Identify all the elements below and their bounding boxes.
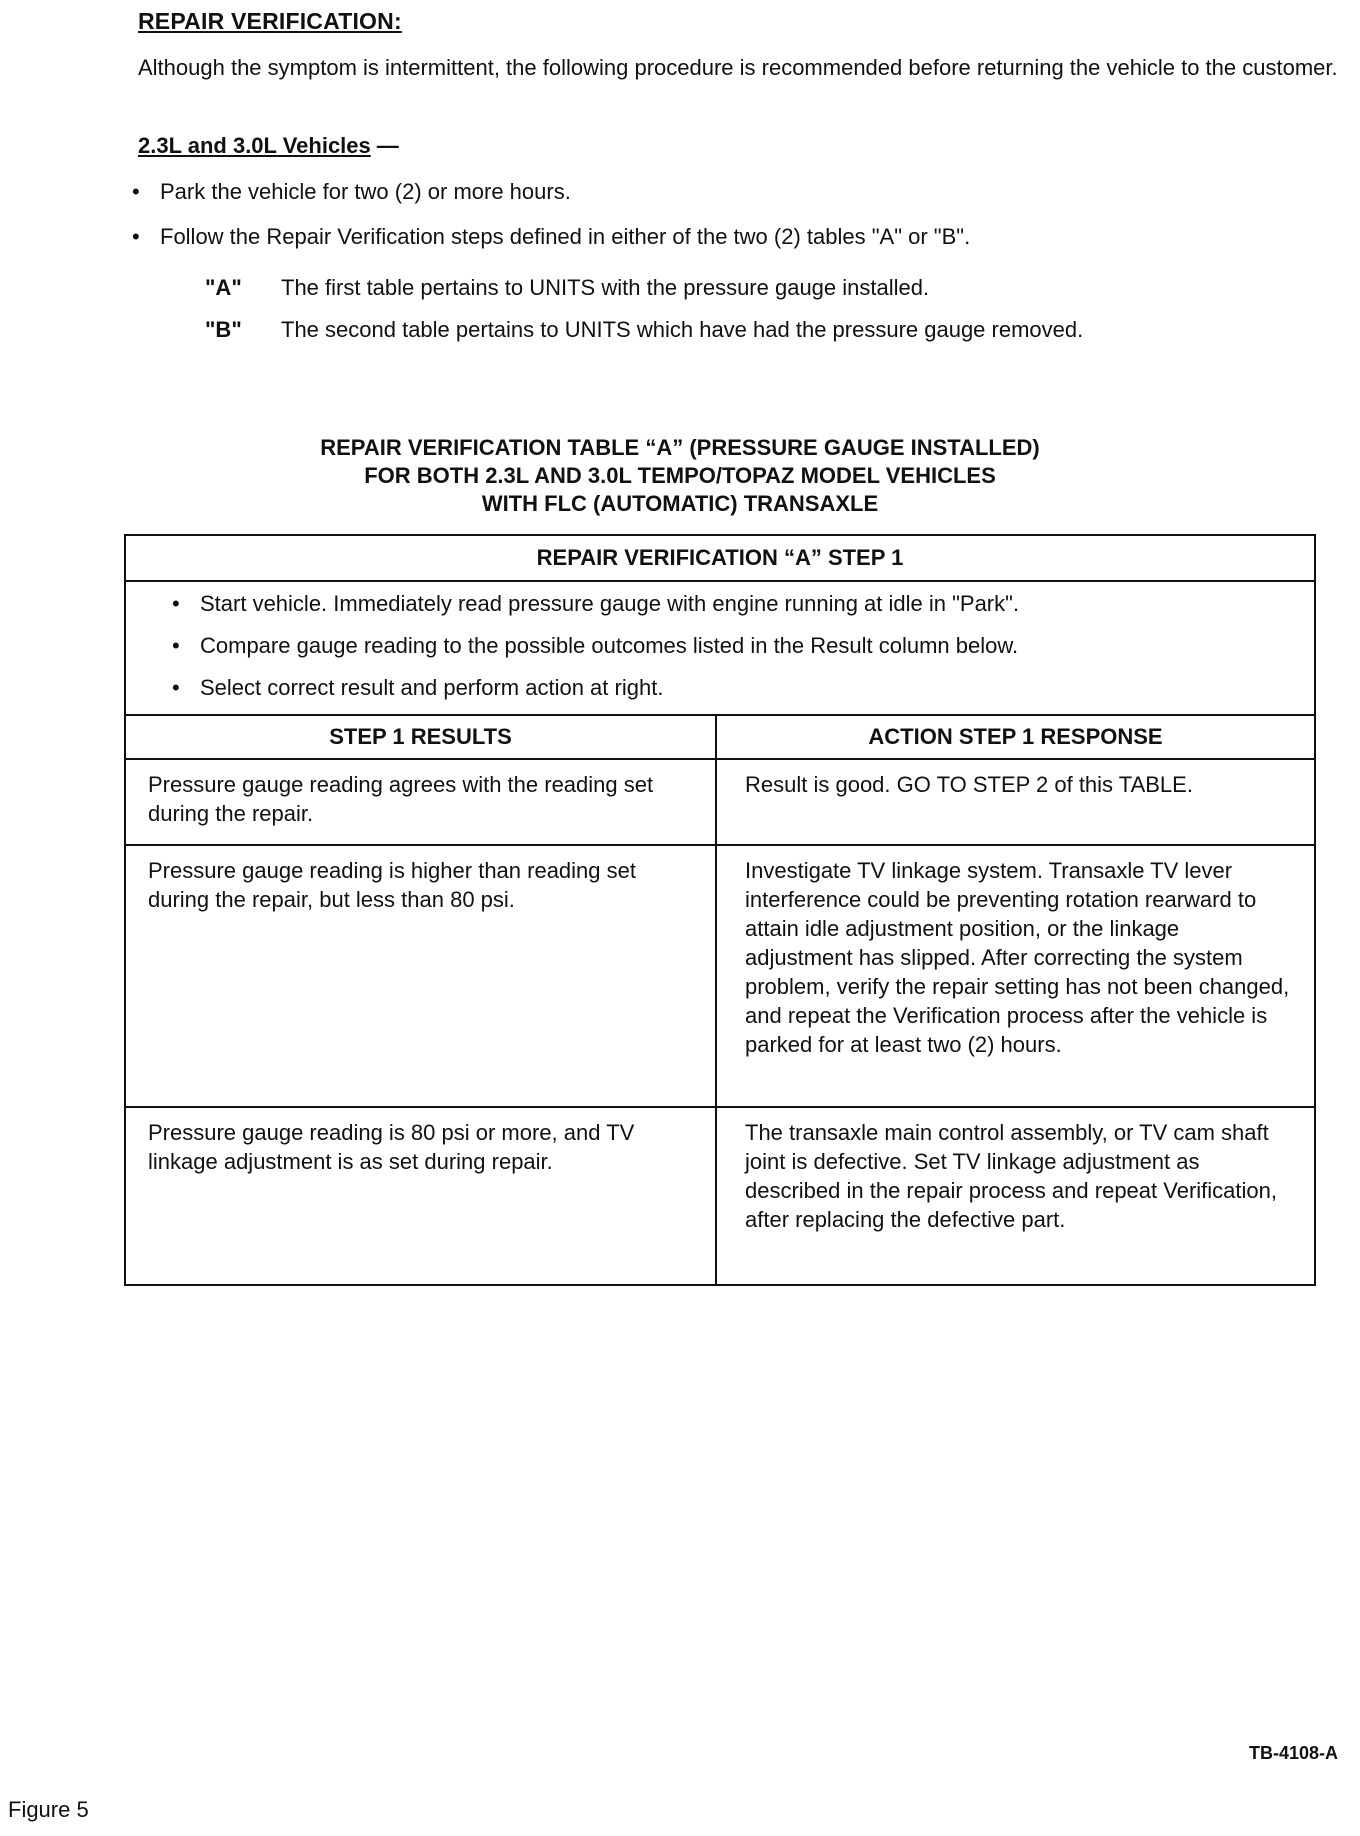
figure-label: Figure 5 (8, 1797, 89, 1822)
table-row (126, 760, 1314, 846)
table-title-line: FOR BOTH 2.3L AND 3.0L TEMPO/TOPAZ MODEL VEHICLES (364, 463, 996, 488)
table-title (160, 434, 1200, 518)
step-bullet: • Start vehicle. Immediately read pressure gauge with engine running at idle in "Park". (172, 590, 1314, 618)
step-bullet: • Select correct result and perform action at right. (172, 674, 1314, 702)
option-key: "A" (205, 275, 242, 300)
result-cell: Pressure gauge reading is higher than reading set during the repair, but less than 80 psi. (126, 846, 717, 1106)
step-header: REPAIR VERIFICATION “A” STEP 1 (126, 536, 1314, 582)
document-code: TB-4108-A (1248, 1743, 1338, 1763)
verification-table (124, 534, 1316, 1286)
result-cell: Pressure gauge reading is 80 psi or more, and TV linkage adjustment is as set during repair. (126, 1108, 717, 1284)
section-heading: REPAIR VERIFICATION: (138, 8, 402, 34)
table-title-line: REPAIR VERIFICATION TABLE “A” (PRESSURE GAUGE INSTALLED) (320, 435, 1040, 460)
procedure-bullet: • Follow the Repair Verification steps defined in either of the two (2) tables "A" or "B". (132, 223, 970, 251)
step-bullet: • Compare gauge reading to the possible outcomes listed in the Result column below. (172, 632, 1314, 660)
vehicles-subheading (138, 133, 399, 159)
intro-paragraph: Although the symptom is intermittent, the following procedure is recommended before returning the vehicle to the customer. (138, 55, 1338, 80)
option-b (205, 317, 1083, 343)
option-key: "B" (205, 317, 242, 342)
step-instructions (126, 582, 1314, 716)
action-cell: The transaxle main control assembly, or TV cam shaft joint is defective. Set TV linkage adjustment as described in the repair process and repeat Verification, after replacing the defective part. (745, 1120, 1277, 1232)
table-row (126, 846, 1314, 1108)
vehicles-subheading-label: 2.3L and 3.0L Vehicles (138, 133, 371, 158)
option-a (205, 275, 929, 301)
procedure-bullet: • Park the vehicle for two (2) or more hours. (132, 178, 970, 206)
result-cell: Pressure gauge reading agrees with the reading set during the repair. (126, 760, 717, 844)
action-cell: Result is good. GO TO STEP 2 of this TABLE. (745, 772, 1193, 797)
option-text: The first table pertains to UNITS with the pressure gauge installed. (281, 275, 930, 300)
table-title-line: WITH FLC (AUTOMATIC) TRANSAXLE (481, 491, 879, 516)
table-row (126, 1108, 1314, 1284)
column-header-results: STEP 1 RESULTS (126, 716, 717, 758)
action-cell: Investigate TV linkage system. Transaxle TV lever interference could be preventing rotation rearward to attain idle adjustment position, or the linkage adjustment has slipped. After correcting the system problem, verify the repair setting has not been changed, and repeat the Verification process after the vehicle is parked for at least two (2) hours. (745, 858, 1290, 1057)
table-header-row (126, 716, 1314, 760)
vehicles-subheading-dash: — (376, 133, 399, 158)
option-text: The second table pertains to UNITS which have had the pressure gauge removed. (281, 317, 1084, 342)
procedure-bullets (132, 178, 970, 268)
column-header-action: ACTION STEP 1 RESPONSE (868, 724, 1163, 749)
